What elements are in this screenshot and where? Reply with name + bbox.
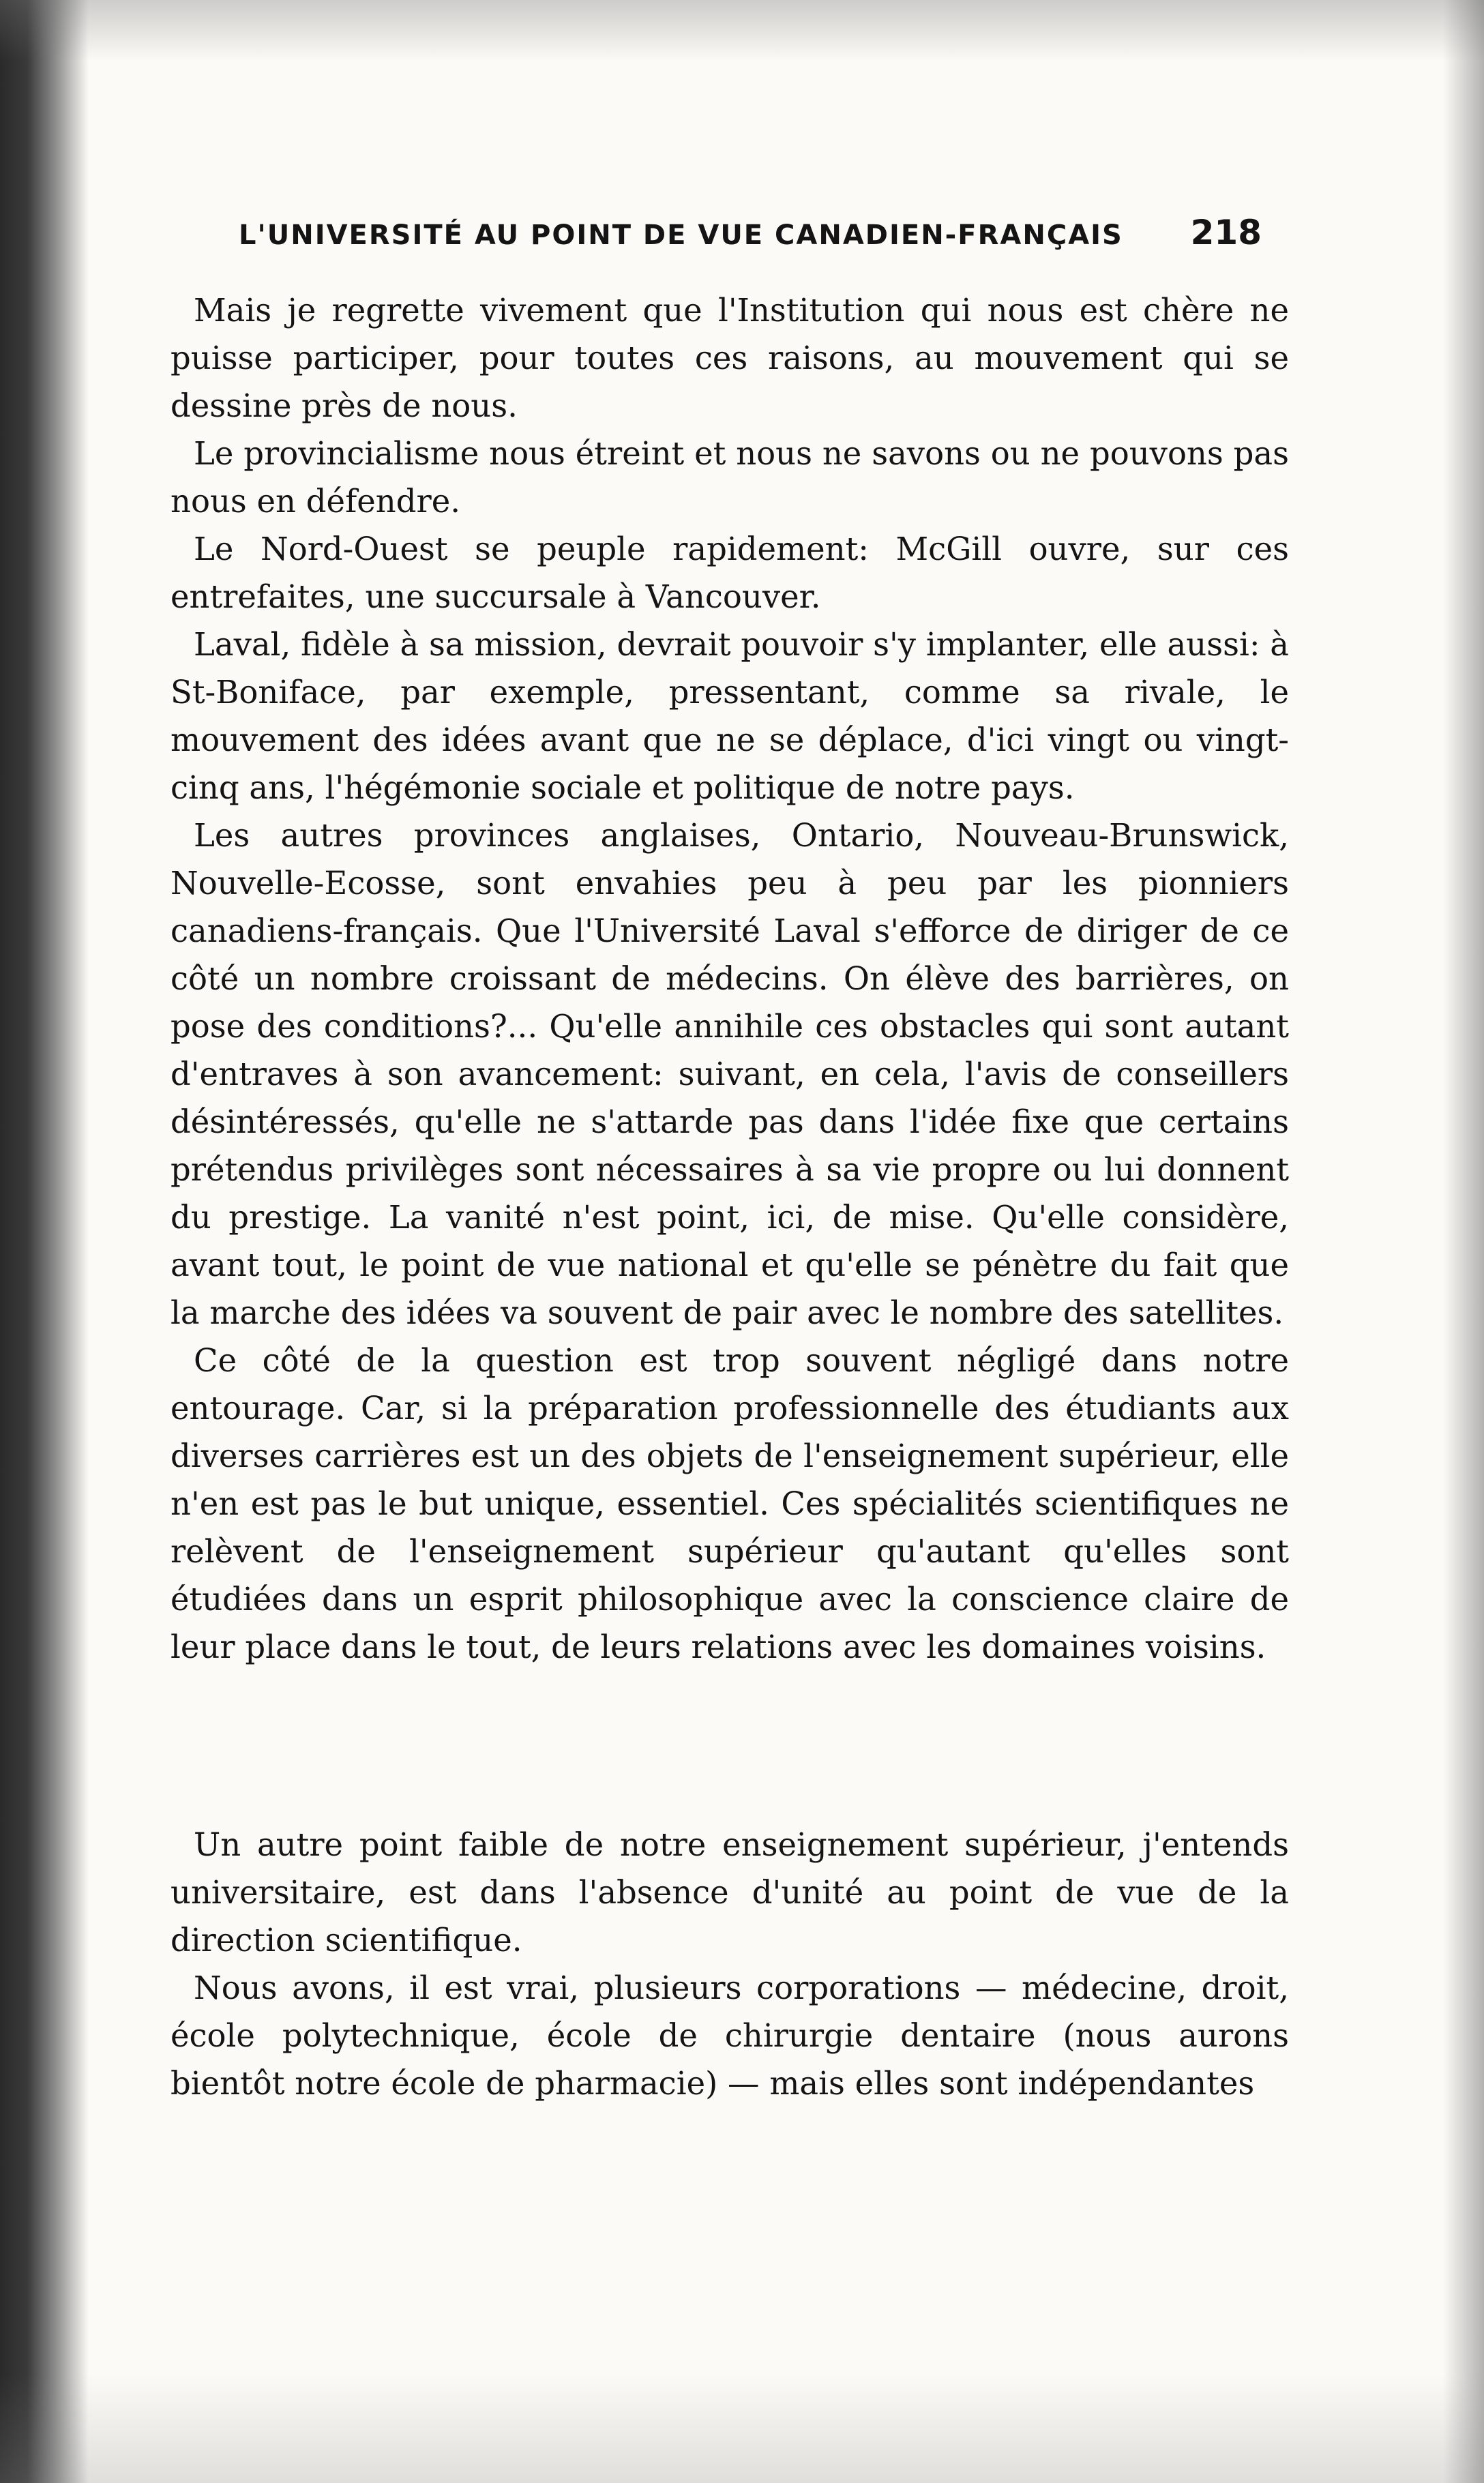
running-head: L'UNIVERSITÉ AU POINT DE VUE CANADIEN-FRANÇAIS <box>239 220 1123 251</box>
page-number: 218 <box>1190 213 1262 252</box>
paragraph: Les autres provinces anglaises, Ontario, Nouveau-Brunswick, Nouvelle-Ecosse, sont envahies peu à peu par les pionniers canadiens-français. Que l'Université Laval s'efforce de diriger de ce côté un nombre croissant de médecins. On élève des barrières, on pose des conditions?... Qu'elle annihile ces obstacles qui sont autant d'entraves à son avancement: suivant, en cela, l'avis de conseillers désintéressés, qu'elle ne s'attarde pas dans l'idée fixe que certains prétendus privilèges sont nécessaires à sa vie propre ou lui donnent du prestige. La vanité n'est point, ici, de mise. Qu'elle considère, avant tout, le point de vue national et qu'elle se pénètre du fait que la marche des idées va souvent de pair avec le nombre des satellites. <box>170 817 1289 1331</box>
page-edge-shadow-right <box>1443 0 1484 2483</box>
paragraph: Laval, fidèle à sa mission, devrait pouvoir s'y implanter, elle aussi: à St-Boniface, par exemple, pressentant, comme sa rivale, le mouvement des idées avant que ne se déplace, d'ici vingt ou vingt-cinq ans, l'hégémonie sociale et politique de notre pays. <box>170 626 1289 806</box>
page-edge-shadow-top <box>0 0 1484 61</box>
paragraph: Le provincialisme nous étreint et nous ne savons ou ne pouvons pas nous en défendre. <box>170 435 1289 520</box>
page-edge-shadow-bottom <box>0 2374 1484 2483</box>
page-header <box>239 213 1262 252</box>
paragraph: Le Nord-Ouest se peuple rapidement: McGill ouvre, sur ces entrefaites, une succursale à Vancouver. <box>170 531 1289 615</box>
paragraph: Un autre point faible de notre enseignement supérieur, j'entends universitaire, est dans l'absence d'unité au point de vue de la direction scientifique. <box>170 1826 1289 1959</box>
paragraph: Mais je regrette vivement que l'Institution qui nous est chère ne puisse participer, pour toutes ces raisons, au mouvement qui se dessine près de nous. <box>170 292 1289 424</box>
body-text-section-2 <box>170 1821 1289 2107</box>
paragraph: Nous avons, il est vrai, plusieurs corporations — médecine, droit, école polytechnique, école de chirurgie dentaire (nous aurons bientôt notre école de pharmacie) — mais elles sont indépendantes <box>170 1969 1289 2102</box>
body-text-section-1 <box>170 286 1289 1671</box>
page-edge-shadow-left <box>0 0 89 2483</box>
paragraph: Ce côté de la question est trop souvent négligé dans notre entourage. Car, si la préparation professionnelle des étudiants aux diverses carrières est un des objets de l'enseignement supérieur, elle n'en est pas le but unique, essentiel. Ces spécialités scientifiques ne relèvent de l'enseignement supérieur qu'autant qu'elles sont étudiées dans un esprit philosophique avec la conscience claire de leur place dans le tout, de leurs relations avec les domaines voisins. <box>170 1342 1289 1665</box>
